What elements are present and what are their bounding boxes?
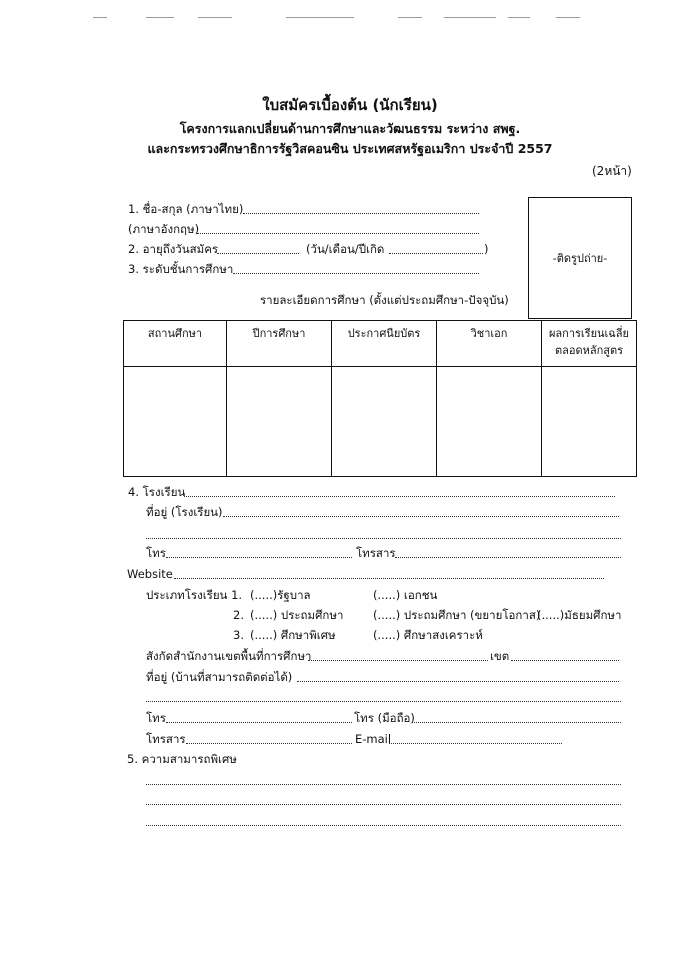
school-type-number-2: 2. (233, 608, 244, 622)
form-subtitle-1: โครงการแลกเปลี่ยนด้านการศึกษาและวัฒนธรรม ระหว่าง สพฐ. (179, 121, 521, 136)
email-label: E-mail (355, 732, 392, 746)
email-field[interactable] (389, 743, 562, 744)
cell-major[interactable] (437, 367, 542, 477)
scan-artifact (398, 17, 422, 18)
education-table (123, 320, 637, 477)
form-subtitle-2: และกระทรวงศึกษาธิการรัฐวิสคอนซิน ประเทศสหรัฐอเมริกา ประจำปี 2557 (147, 141, 553, 156)
website-label: Website (127, 567, 173, 581)
school-address-field[interactable] (223, 516, 619, 517)
website-field[interactable] (174, 578, 604, 579)
school-address-field-2[interactable] (146, 538, 621, 539)
home-address-label: ที่อยู่ (บ้านที่สามารถติดต่อได้) (146, 670, 293, 684)
school-type-government-option[interactable]: (.....)รัฐบาล (250, 588, 311, 602)
school-phone-field[interactable] (166, 557, 352, 558)
form-title: ใบสมัครเบื้องต้น (นักเรียน) (262, 96, 438, 114)
home-fax-label: โทรสาร (146, 732, 186, 746)
district-label: สังกัดสำนักงานเขตพื้นที่การศึกษา (146, 649, 312, 663)
mobile-label: โทร (มือถือ) (354, 711, 415, 725)
col-header-school: สถานศึกษา (124, 321, 227, 367)
school-name-field[interactable] (184, 496, 615, 497)
scan-artifact (146, 17, 174, 18)
district-field[interactable] (308, 660, 488, 661)
district-number-field[interactable] (511, 660, 619, 661)
school-type-special-option[interactable]: (.....) ศึกษาพิเศษ (250, 628, 336, 642)
scan-artifact (556, 17, 580, 18)
school-type-private-option[interactable]: (.....) เอกชน (373, 588, 438, 602)
special-skills-field-2[interactable] (146, 804, 621, 805)
age-label: 2. อายุถึงวันสมัคร (128, 242, 219, 256)
school-type-welfare-option[interactable]: (.....) ศึกษาสงเคราะห์ (373, 628, 483, 642)
school-address-label: ที่อยู่ (โรงเรียน) (146, 505, 223, 519)
col-header-year: ปีการศึกษา (227, 321, 332, 367)
name-thai-field[interactable] (243, 213, 479, 214)
home-address-field[interactable] (297, 681, 619, 682)
school-fax-label: โทรสาร (356, 546, 396, 560)
birthdate-close: ) (484, 242, 489, 256)
col-header-gpa-line2: ตลอดหลักสูตร (554, 344, 624, 357)
scan-artifact (198, 17, 232, 18)
school-name-label: 4. โรงเรียน (128, 485, 186, 499)
col-header-gpa (542, 321, 637, 367)
cell-year[interactable] (227, 367, 332, 477)
scan-artifact (508, 17, 530, 18)
birthdate-field[interactable] (389, 253, 483, 254)
page-count-note: (2หน้า) (592, 164, 632, 178)
name-english-label: (ภาษาอังกฤษ) (128, 222, 200, 236)
education-caption: รายละเอียดการศึกษา (ตั้งแต่ประถมศึกษา-ปัจจุบัน) (260, 293, 509, 307)
school-type-primary-option[interactable]: (.....) ประถมศึกษา (250, 608, 344, 622)
home-phone-field[interactable] (166, 722, 352, 723)
school-type-secondary-option[interactable]: (.....)มัธยมศึกษา (537, 608, 622, 622)
school-type-number-3: 3. (233, 628, 244, 642)
cell-school[interactable] (124, 367, 227, 477)
home-phone-label: โทร (146, 711, 166, 725)
special-skills-field-3[interactable] (146, 825, 621, 826)
name-thai-label: 1. ชื่อ-สกุล (ภาษาไทย) (128, 202, 244, 216)
school-fax-field[interactable] (395, 557, 621, 558)
school-type-label: ประเภทโรงเรียน 1. (146, 588, 243, 602)
photo-box (528, 197, 632, 319)
education-level-label: 3. ระดับชั้นการศึกษา (128, 262, 234, 276)
cell-certificate[interactable] (332, 367, 437, 477)
school-type-extended-option[interactable]: (.....) ประถมศึกษา (ขยายโอกาส) (373, 608, 541, 622)
col-header-gpa-line1: ผลการเรียนเฉลี่ย (548, 327, 629, 340)
col-header-major: วิชาเอก (437, 321, 542, 367)
col-header-certificate: ประกาศนียบัตร (332, 321, 437, 367)
scan-artifact (444, 17, 496, 18)
home-address-field-2[interactable] (146, 701, 621, 702)
education-level-field[interactable] (233, 273, 479, 274)
district-suffix: เขต (490, 649, 510, 663)
school-phone-label: โทร (146, 546, 166, 560)
photo-label: -ติดรูปถ่าย- (552, 252, 608, 265)
home-fax-field[interactable] (186, 743, 352, 744)
special-skills-label: 5. ความสามารถพิเศษ (127, 752, 237, 766)
special-skills-field-1[interactable] (146, 784, 621, 785)
name-english-field[interactable] (197, 233, 479, 234)
scan-artifact (93, 17, 107, 18)
scan-artifact (286, 17, 354, 18)
birthdate-label: (วัน/เดือน/ปีเกิด (306, 242, 385, 256)
cell-gpa[interactable] (542, 367, 637, 477)
mobile-field[interactable] (412, 722, 621, 723)
age-field[interactable] (217, 253, 299, 254)
